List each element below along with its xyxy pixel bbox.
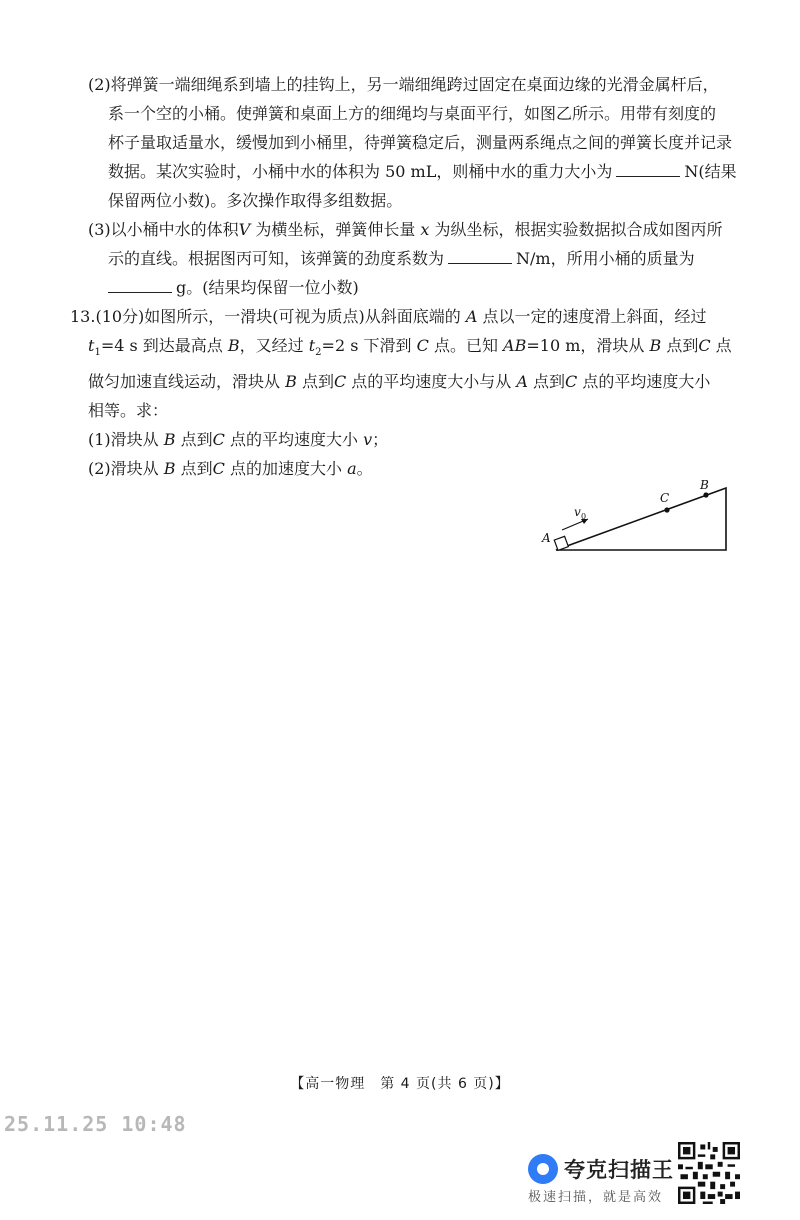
q13-line3: [70, 367, 738, 396]
incline-diagram: [536, 480, 736, 560]
q12-p3-t4: 为纵坐标，根据实验数据拟合成如图丙所: [429, 220, 723, 239]
var-C6: C: [212, 459, 225, 479]
q13-l3a: 做匀加速直线运动，滑块从: [88, 372, 286, 392]
q13-s1a: (1)滑块从: [88, 430, 164, 450]
q13-s2end: 。: [356, 459, 373, 479]
brand-tagline: 极速扫描，就是高效: [528, 1190, 664, 1205]
q12-p3-t6: N/m，所用小桶的质量为: [516, 249, 695, 268]
q13-t1-rest: =4 s 到达最高点: [100, 336, 228, 355]
q12-p3-t0: (3)以小桶中水的体积: [88, 220, 239, 239]
var-t1-sub: 1: [94, 347, 101, 359]
q13-s1b: 点到: [175, 430, 213, 450]
q13-end1: 点: [710, 336, 732, 355]
var-a: a: [347, 459, 357, 479]
q13-sub1: [70, 425, 738, 454]
var-V: V: [238, 220, 251, 239]
var-C: C: [416, 336, 429, 355]
var-t2: t: [308, 336, 316, 355]
quark-logo-icon: [528, 1154, 558, 1184]
slider-block: [554, 536, 568, 550]
var-v: v: [363, 430, 373, 450]
q13-sub2: [70, 454, 738, 483]
point-C-dot: [664, 507, 669, 512]
var-C5: C: [212, 430, 225, 450]
q13: [70, 302, 738, 483]
incline-figure: [536, 480, 736, 560]
q12-p2-line4-unit: N(结果: [684, 162, 737, 181]
q13-l3e: 点的平均速度大小: [577, 372, 711, 392]
var-B5: B: [163, 459, 176, 479]
q12-p2-line4: [88, 157, 738, 186]
q13-t-headb: 点以一定的速度滑上斜面，经过: [477, 307, 707, 326]
q12-part2: [88, 70, 738, 215]
label-A: A: [542, 531, 551, 545]
q12-p3-t2: 为横坐标，弹簧伸长量: [250, 220, 421, 239]
q13-t2-pre: ，又经过: [239, 336, 309, 355]
scanner-brand: [528, 1150, 674, 1206]
answer-blank-stiffness[interactable]: [448, 249, 512, 264]
brand-name: 夸克扫描王: [564, 1158, 674, 1182]
q12-p3-line1: [88, 215, 738, 244]
var-t2-sub: 2: [315, 347, 322, 359]
var-B2: B: [649, 336, 662, 355]
scan-timestamp: 25.11.25 10:48: [4, 1112, 187, 1136]
q13-line4: 相等。求：: [88, 401, 169, 421]
q13-l3b: 点到: [296, 372, 334, 392]
q13-s2a: (2)滑块从: [88, 459, 164, 479]
var-B: B: [227, 336, 240, 355]
q13-s1end: ；: [372, 430, 389, 450]
q13-line1: [70, 302, 738, 331]
label-B: B: [700, 478, 709, 492]
q13-s2c: 点的加速度大小: [224, 459, 348, 479]
q12-p2-line2: 系一个空的小桶。使弹簧和桌面上方的细绳均与桌面平行，如图乙所示。用带有刻度的: [108, 104, 717, 123]
q12-p3-line3: [88, 273, 738, 302]
answer-blank-mass[interactable]: [108, 278, 172, 293]
q12-part3: [88, 215, 738, 302]
q13-s1c: 点的平均速度大小: [224, 430, 364, 450]
q12-p2-line4-text: 数据。某次实验时，小桶中水的体积为 50 mL，则桶中水的重力大小为: [108, 162, 613, 181]
answer-blank-gravity[interactable]: [616, 162, 680, 177]
var-t1: t: [88, 336, 95, 355]
var-C3: C: [333, 372, 347, 392]
var-B3: B: [285, 372, 297, 392]
var-A: A: [465, 307, 478, 326]
label-v0: v: [574, 505, 581, 519]
q12-p2-line5: 保留两位小数)。多次操作取得多组数据。: [108, 191, 403, 210]
q13-s2b: 点到: [175, 459, 213, 479]
var-C2: C: [698, 336, 711, 355]
q13-t-head: 13.(10分)如图所示，一滑块(可视为质点)从斜面底端的: [70, 307, 466, 326]
q13-to: 点到: [661, 336, 699, 355]
q13-l3c: 点的平均速度大小与从: [346, 372, 517, 392]
q12-p3-t5: 示的直线。根据图丙可知，该弹簧的劲度系数为: [108, 249, 445, 268]
label-v0-sub: 0: [581, 512, 587, 521]
q12-p2-line1: (2)将弹簧一端细绳系到墙上的挂钩上，另一端细绳跨过固定在桌面边缘的光滑金属杆后，: [88, 75, 719, 94]
var-A3: A: [516, 372, 528, 392]
q12-p3-line2: [88, 244, 738, 273]
q13-line2: [70, 331, 738, 367]
q13-ab-pre: 点。已知: [428, 336, 504, 355]
q13-ab-val: =10 m，滑块从: [526, 336, 650, 355]
q12-p3-t7: g。(结果均保留一位小数): [176, 278, 359, 297]
q13-t2-rest: =2 s 下滑到: [321, 336, 417, 355]
label-C: C: [660, 491, 670, 505]
point-B-dot: [703, 492, 708, 497]
var-B4: B: [163, 430, 176, 450]
qr-code-icon: [678, 1142, 740, 1204]
var-AB: AB: [503, 336, 527, 355]
var-C4: C: [565, 372, 578, 392]
q12-p2-line3: 杯子量取适量水，缓慢加到小桶里，待弹簧稳定后，测量两系绳点之间的弹簧长度并记录: [108, 133, 733, 152]
page-footer: 【高一物理 第 4 页(共 6 页)】: [290, 1076, 510, 1092]
var-x: x: [420, 220, 430, 239]
q13-l3d: 点到: [527, 372, 566, 392]
